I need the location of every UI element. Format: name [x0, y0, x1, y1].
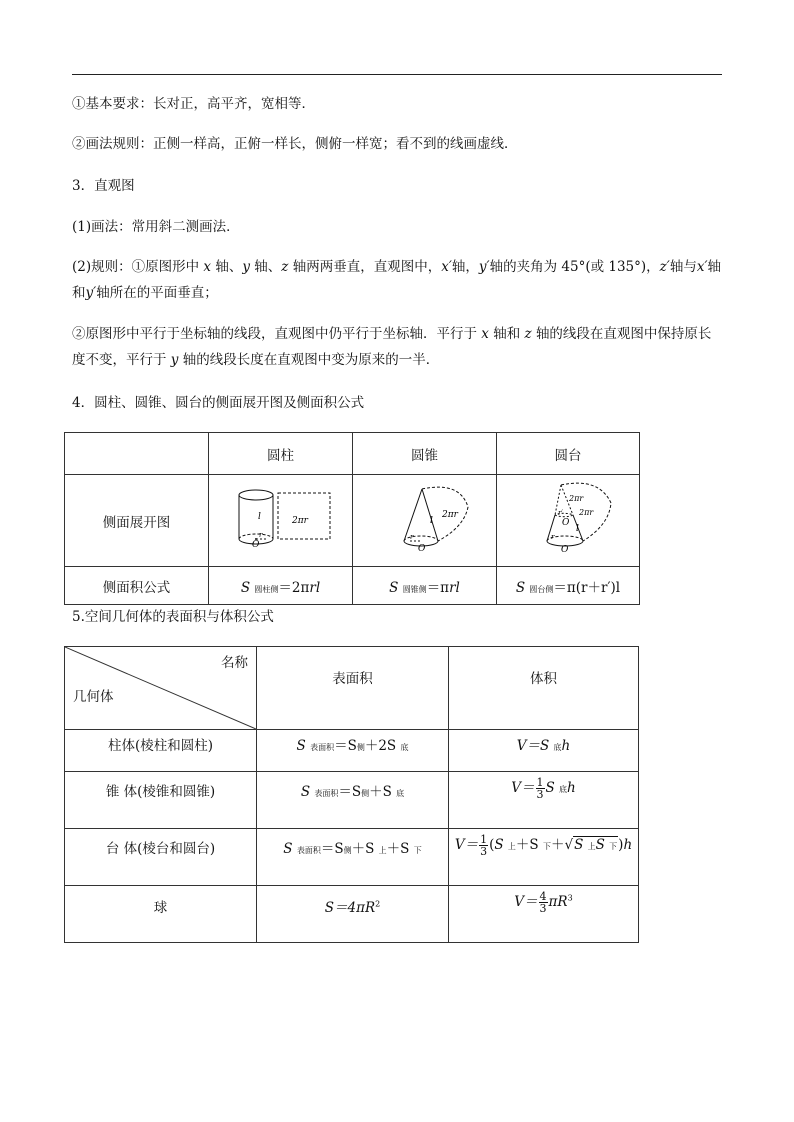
sphere-volume-formula: V＝ $\frac{4}{3}$ $\pi R^3$ — [449, 886, 639, 943]
frustum-surface-formula: S 表面积＝S侧＋S 上＋S 下 — [257, 829, 449, 886]
drawing-rule-line: ②画法规则：正侧一样高，正俯一样长，侧俯一样宽；看不到的线画虚线． — [72, 136, 518, 152]
cylinder-figure-cell — [209, 475, 353, 567]
sphere-surface-formula: $S=4\pi R^2$ — [257, 886, 449, 943]
header-rule — [72, 74, 722, 75]
frustum-figure-cell — [497, 475, 640, 567]
pyramid-surface-formula: S 表面积＝S侧＋S 底 — [257, 772, 449, 829]
header-cylinder: 圆柱 — [209, 433, 353, 475]
frustum-unfold-figure — [503, 479, 633, 559]
cone-O-label: O — [417, 543, 425, 554]
cylinder-l-label: l — [257, 511, 261, 522]
surface-volume-table — [64, 646, 639, 943]
cylinder-formula: S 圆柱侧＝2πrl — [209, 567, 353, 605]
frustum-volume-formula: V＝ $\frac{1}{3}$ (S 上＋S 下＋√S 上S 下)h — [449, 829, 639, 886]
frustum-2pir-top-label: 2πr — [569, 493, 584, 503]
row-label-unfolded: 侧面展开图 — [65, 475, 209, 567]
cylinder-r-label: r — [258, 530, 262, 539]
header-volume: 体积 — [449, 647, 639, 730]
row-frustum-name: 台 体(棱台和圆台) — [65, 829, 257, 886]
table1-corner — [65, 433, 209, 475]
header-cone: 圆锥 — [353, 433, 497, 475]
cone-unfold-figure — [360, 479, 490, 559]
rule-paragraph: (2)规则：①原图形中 x 轴、y 轴、z 轴两两垂直，直观图中，x′轴，y′轴的夹角为 45°(或 135°)，z′轴与x′轴和y′轴所在的平面垂直； — [72, 259, 722, 301]
basic-requirement-line: ①基本要求：长对正，高平齐，宽相等． — [72, 96, 315, 112]
section-4-heading: 4．圆柱、圆锥、圆台的侧面展开图及侧面积公式 — [72, 395, 365, 411]
row-label-formula: 侧面积公式 — [65, 567, 209, 605]
header-frustum: 圆台 — [497, 433, 640, 475]
corner-top-label: 名称 — [221, 655, 248, 671]
prism-surface-formula: S 表面积＝S侧＋2S 底 — [257, 730, 449, 772]
frustum-2pir-bottom-label: 2πr — [579, 507, 594, 517]
cone-l-label: l — [429, 515, 433, 526]
cylinder-unfold-figure — [216, 479, 346, 559]
cone-figure-cell — [353, 475, 497, 567]
frustum-r-label: r — [551, 532, 555, 541]
lateral-area-table — [64, 432, 640, 605]
row-sphere-name: 球 — [65, 886, 257, 943]
cylinder-O-label: O — [251, 539, 259, 550]
cone-r-label: r — [409, 532, 413, 541]
header-surface-area: 表面积 — [257, 647, 449, 730]
table2-corner — [65, 647, 257, 730]
parallel-rule-paragraph: ②原图形中平行于坐标轴的线段，直观图中仍平行于坐标轴．平行于 x 轴和 z 轴的线段在直观图中保持原长度不变，平行于 y 轴的线段长度在直观图中变为原来的一半． — [72, 326, 712, 368]
row-pyramid-name: 锥 体(棱锥和圆锥) — [65, 772, 257, 829]
pyramid-volume-formula: V＝ $\frac{1}{3}$ S 底h — [449, 772, 639, 829]
corner-bottom-label: 几何体 — [73, 689, 114, 705]
section-5-heading: 5.空间几何体的表面积与体积公式 — [72, 609, 274, 625]
frustum-l-label: l — [576, 523, 579, 534]
cone-formula: S 圆锥侧＝πrl — [353, 567, 497, 605]
cylinder-2pir-label: 2πr — [291, 515, 308, 526]
frustum-r-prime-label: r′ — [558, 508, 563, 517]
section-3-heading: 3．直观图 — [72, 178, 135, 194]
row-prism-name: 柱体(棱柱和圆柱) — [65, 730, 257, 772]
frustum-O-prime-label: O — [562, 517, 570, 528]
prism-volume-formula: V＝S 底h — [449, 730, 639, 772]
drawing-method-line: (1)画法：常用斜二测画法． — [72, 219, 240, 235]
frustum-formula: S 圆台侧＝π(r＋r′)l — [497, 567, 640, 605]
frustum-O-label: O — [561, 544, 569, 555]
cone-2pir-label: 2πr — [441, 509, 458, 520]
